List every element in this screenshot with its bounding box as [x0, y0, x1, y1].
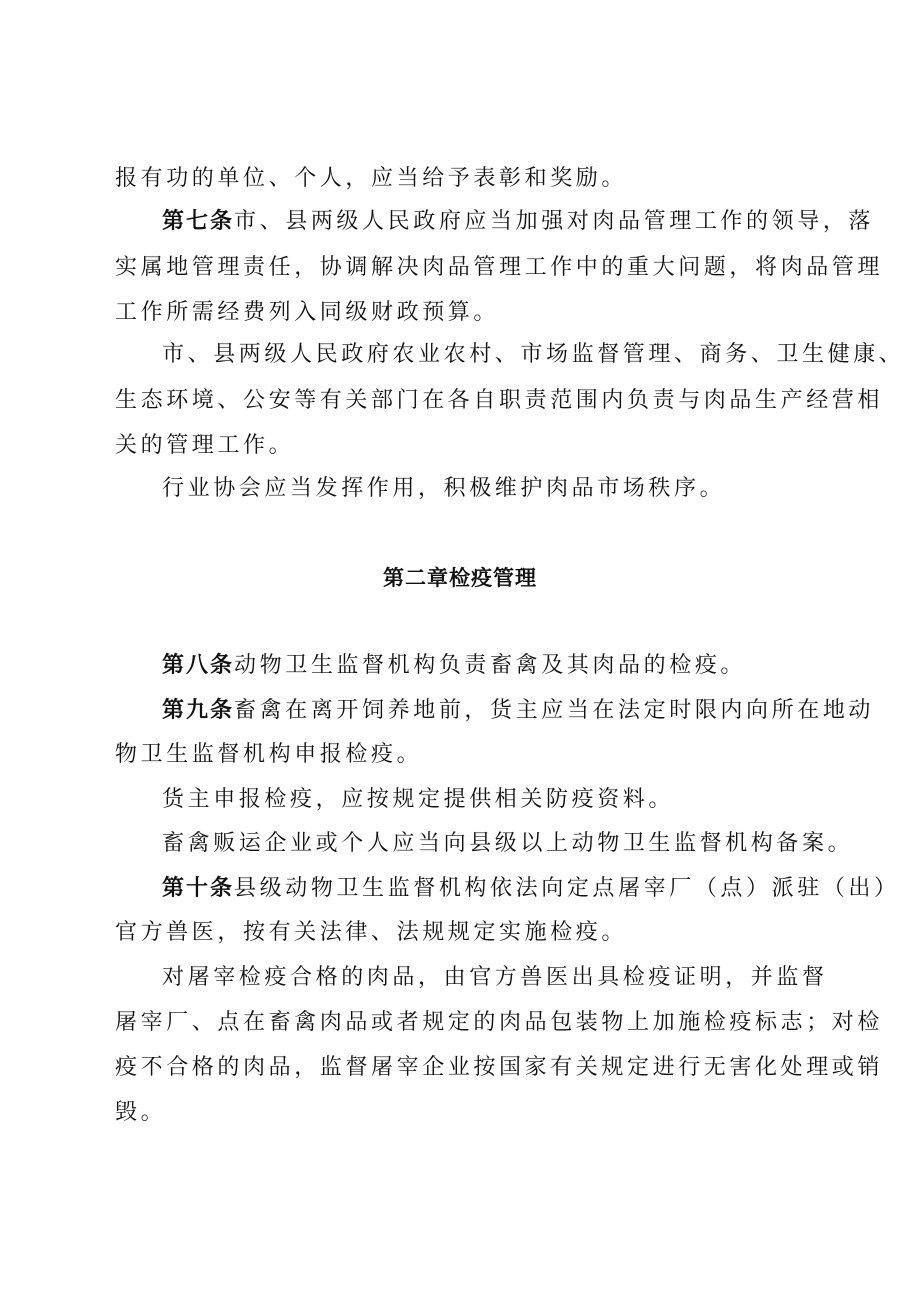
paragraph-line: 畜禽贩运企业或个人应当向县级以上动物卫生监督机构备案。	[162, 831, 854, 856]
paragraph-line: 市、县两级人民政府农业农村、市场监督管理、商务、卫生健康、	[162, 342, 905, 367]
chapter-title: 第二章检疫管理	[383, 566, 537, 590]
paragraph-line: 官方兽医，按有关法律、法规规定实施检疫。	[115, 920, 628, 945]
paragraph-line: 工作所需经费列入同级财政预算。	[115, 300, 500, 325]
article-7-line: 第七条市、县两级人民政府应当加强对肉品管理工作的领导，落	[162, 209, 875, 234]
article-label: 第十条	[162, 876, 235, 901]
paragraph-line: 货主申报检疫，应按规定提供相关防疫资料。	[162, 787, 675, 812]
article-label: 第八条	[162, 653, 235, 678]
article-10-line: 第十条县级动物卫生监督机构依法向定点屠宰厂（点）派驻（出）	[162, 876, 900, 901]
paragraph-line: 生态环境、公安等有关部门在各自职责范围内负责与肉品生产经营相	[115, 388, 884, 413]
paragraph-line: 物卫生监督机构申报检疫。	[115, 742, 423, 767]
paragraph-line: 关的管理工作。	[115, 433, 295, 458]
paragraph-line: 毁。	[115, 1100, 167, 1125]
paragraph-line: 屠宰厂、点在畜禽肉品或者规定的肉品包装物上加施检疫标志；对检	[115, 1010, 884, 1035]
paragraph-line: 行业协会应当发挥作用，积极维护肉品市场秩序。	[162, 476, 726, 501]
paragraph-line: 疫不合格的肉品，监督屠宰企业按国家有关规定进行无害化处理或销	[115, 1055, 884, 1080]
paragraph-line: 实属地管理责任，协调解决肉品管理工作中的重大问题，将肉品管理	[115, 255, 884, 280]
article-label: 第七条	[162, 209, 235, 234]
article-8-line: 第八条动物卫生监督机构负责畜禽及其肉品的检疫。	[162, 653, 747, 678]
article-9-line: 第九条畜禽在离开饲养地前，货主应当在法定时限内向所在地动	[162, 698, 875, 723]
paragraph-line: 报有功的单位、个人，应当给予表彰和奖励。	[115, 166, 628, 191]
article-label: 第九条	[162, 698, 235, 723]
paragraph-line: 对屠宰检疫合格的肉品，由官方兽医出具检疫证明，并监督	[162, 965, 828, 990]
